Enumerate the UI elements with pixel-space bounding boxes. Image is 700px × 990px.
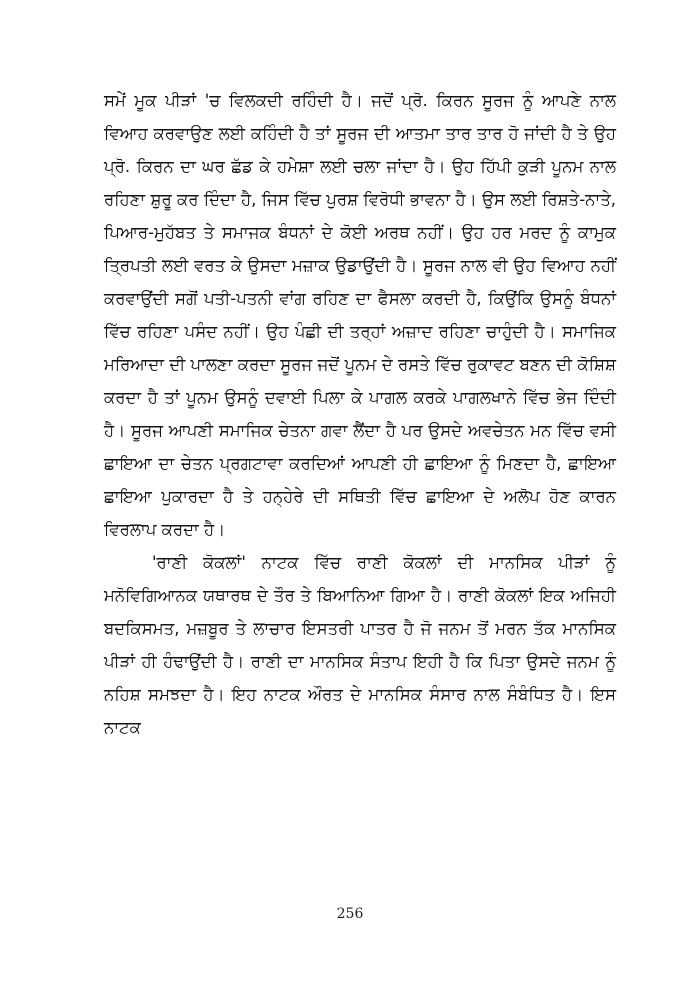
paragraph-2: 'ਰਾਣੀ ਕੋਕਲਾਂ' ਨਾਟਕ ਵਿੱਚ ਰਾਣੀ ਕੋਕਲਾਂ ਦੀ ਮਾਨਸਿਕ ਪੀੜਾਂ ਨੂੰ ਮਨੋਵਿਗਿਆਨਕ ਯਥਾਰਥ ਦੇ ਤੌਰ ਤੇ ਬਿਆਨਿਆ ਗਿਆ ਹੈ। ਰਾਣੀ ਕੋਕਲਾਂ ਇਕ ਅਜਿਹੀ ਬਦਕਿਸਮਤ, ਮਜ਼ਬੂਰ ਤੇ ਲਾਚਾਰ ਇਸਤਰੀ ਪਾਤਰ ਹੈ ਜੋ ਜਨਮ ਤੋਂ ਮਰਨ ਤੱਕ ਮਾਨਸਿਕ ਪੀੜਾਂ ਹੀ ਹੰਢਾਉਂਦੀ ਹੈ। ਰਾਣੀ ਦਾ ਮਾਨਸਿਕ ਸੰਤਾਪ ਇਹੀ ਹੈ ਕਿ ਪਿਤਾ ਉਸਦੇ ਜਨਮ ਨੂੰ ਨਹਿਸ਼ ਸਮਝਦਾ ਹੈ। ਇਹ ਨਾਟਕ ਔਰਤ ਦੇ ਮਾਨਸਿਕ ਸੰਸਾਰ ਨਾਲ ਸੰਬੰਧਿਤ ਹੈ। ਇਸ ਨਾਟਕ bbox=[104, 553, 616, 737]
body-text bbox=[104, 84, 616, 744]
page-number: 256 bbox=[336, 906, 364, 922]
paragraph-1: ਸਮੇਂ ਮੂਕ ਪੀੜਾਂ 'ਚ ਵਿਲਕਦੀ ਰਹਿੰਦੀ ਹੈ। ਜਦੋਂ ਪ੍ਰੋ. ਕਿਰਨ ਸੂਰਜ ਨੂੰ ਆਪਣੇ ਨਾਲ ਵਿਆਹ ਕਰਵਾਉਣ ਲਈ ਕਹਿੰਦੀ ਹੈ ਤਾਂ ਸੂਰਜ ਦੀ ਆਤਮਾ ਤਾਰ ਤਾਰ ਹੋ ਜਾਂਦੀ ਹੈ ਤੇ ਉਹ ਪ੍ਰੋ. ਕਿਰਨ ਦਾ ਘਰ ਛੱਡ ਕੇ ਹਮੇਸ਼ਾ ਲਈ ਚਲਾ ਜਾਂਦਾ ਹੈ। ਉਹ ਹਿੱਪੀ ਕੁੜੀ ਪੂਨਮ ਨਾਲ ਰਹਿਣਾ ਸ਼ੁਰੂ ਕਰ ਦਿੰਦਾ ਹੈ, ਜਿਸ ਵਿੱਚ ਪੁਰਸ਼ ਵਿਰੋਧੀ ਭਾਵਨਾ ਹੈ। ਉਸ ਲਈ ਰਿਸ਼ਤੇ-ਨਾਤੇ, ਪਿਆਰ-ਮੁਹੱਬਤ ਤੇ ਸਮਾਜਕ ਬੰਧਨਾਂ ਦੇ ਕੋਈ ਅਰਥ ਨਹੀਂ। ਉਹ ਹਰ ਮਰਦ ਨੂੰ ਕਾਮੁਕ ਤ੍ਰਿਪਤੀ ਲਈ ਵਰਤ ਕੇ ਉਸਦਾ ਮਜ਼ਾਕ ਉਡਾਉਂਦੀ ਹੈ। ਸੂਰਜ ਨਾਲ ਵੀ ਉਹ ਵਿਆਹ ਨਹੀਂ ਕਰਵਾਉਂਦੀ ਸਗੋਂ ਪਤੀ-ਪਤਨੀ ਵਾਂਗ ਰਹਿਣ ਦਾ ਫੈਸਲਾ ਕਰਦੀ ਹੈ, ਕਿਉਂਕਿ ਉਸਨੂੰ ਬੰਧਨਾਂ ਵਿੱਚ ਰਹਿਣਾ ਪਸੰਦ ਨਹੀਂ। ਉਹ ਪੰਛੀ ਦੀ ਤਰ੍ਹਾਂ ਅਜ਼ਾਦ ਰਹਿਣਾ ਚਾਹੁੰਦੀ ਹੈ। ਸਮਾਜਿਕ ਮਰਿਆਦਾ ਦੀ ਪਾਲਣਾ ਕਰਦਾ ਸੂਰਜ ਜਦੋਂ ਪੂਨਮ ਦੇ ਰਸਤੇ ਵਿੱਚ ਰੁਕਾਵਟ ਬਣਨ ਦੀ ਕੋਸ਼ਿਸ਼ ਕਰਦਾ ਹੈ ਤਾਂ ਪੂਨਮ ਉਸਨੂੰ ਦਵਾਈ ਪਿਲਾ ਕੇ ਪਾਗਲ ਕਰਕੇ ਪਾਗਲਖਾਨੇ ਵਿੱਚ ਭੇਜ ਦਿੰਦੀ ਹੈ। ਸੂਰਜ ਆਪਣੀ ਸਮਾਜਿਕ ਚੇਤਨਾ ਗਵਾ ਲੈਂਦਾ ਹੈ ਪਰ ਉਸਦੇ ਅਵਚੇਤਨ ਮਨ ਵਿੱਚ ਵਸੀ ਛਾਇਆ ਦਾ ਚੇਤਨ ਪ੍ਰਗਟਾਵਾ ਕਰਦਿਆਂ ਆਪਣੀ ਹੀ ਛਾਇਆ ਨੂੰ ਮਿਣਦਾ ਹੈ, ਛਾਇਆ ਛਾਇਆ ਪੁਕਾਰਦਾ ਹੈ ਤੇ ਹਨ੍ਹੇਰੇ ਦੀ ਸਥਿਤੀ ਵਿੱਚ ਛਾਇਆ ਦੇ ਅਲੋਪ ਹੋਣ ਕਾਰਨ ਵਿਰਲਾਪ ਕਰਦਾ ਹੈ। bbox=[104, 91, 616, 539]
